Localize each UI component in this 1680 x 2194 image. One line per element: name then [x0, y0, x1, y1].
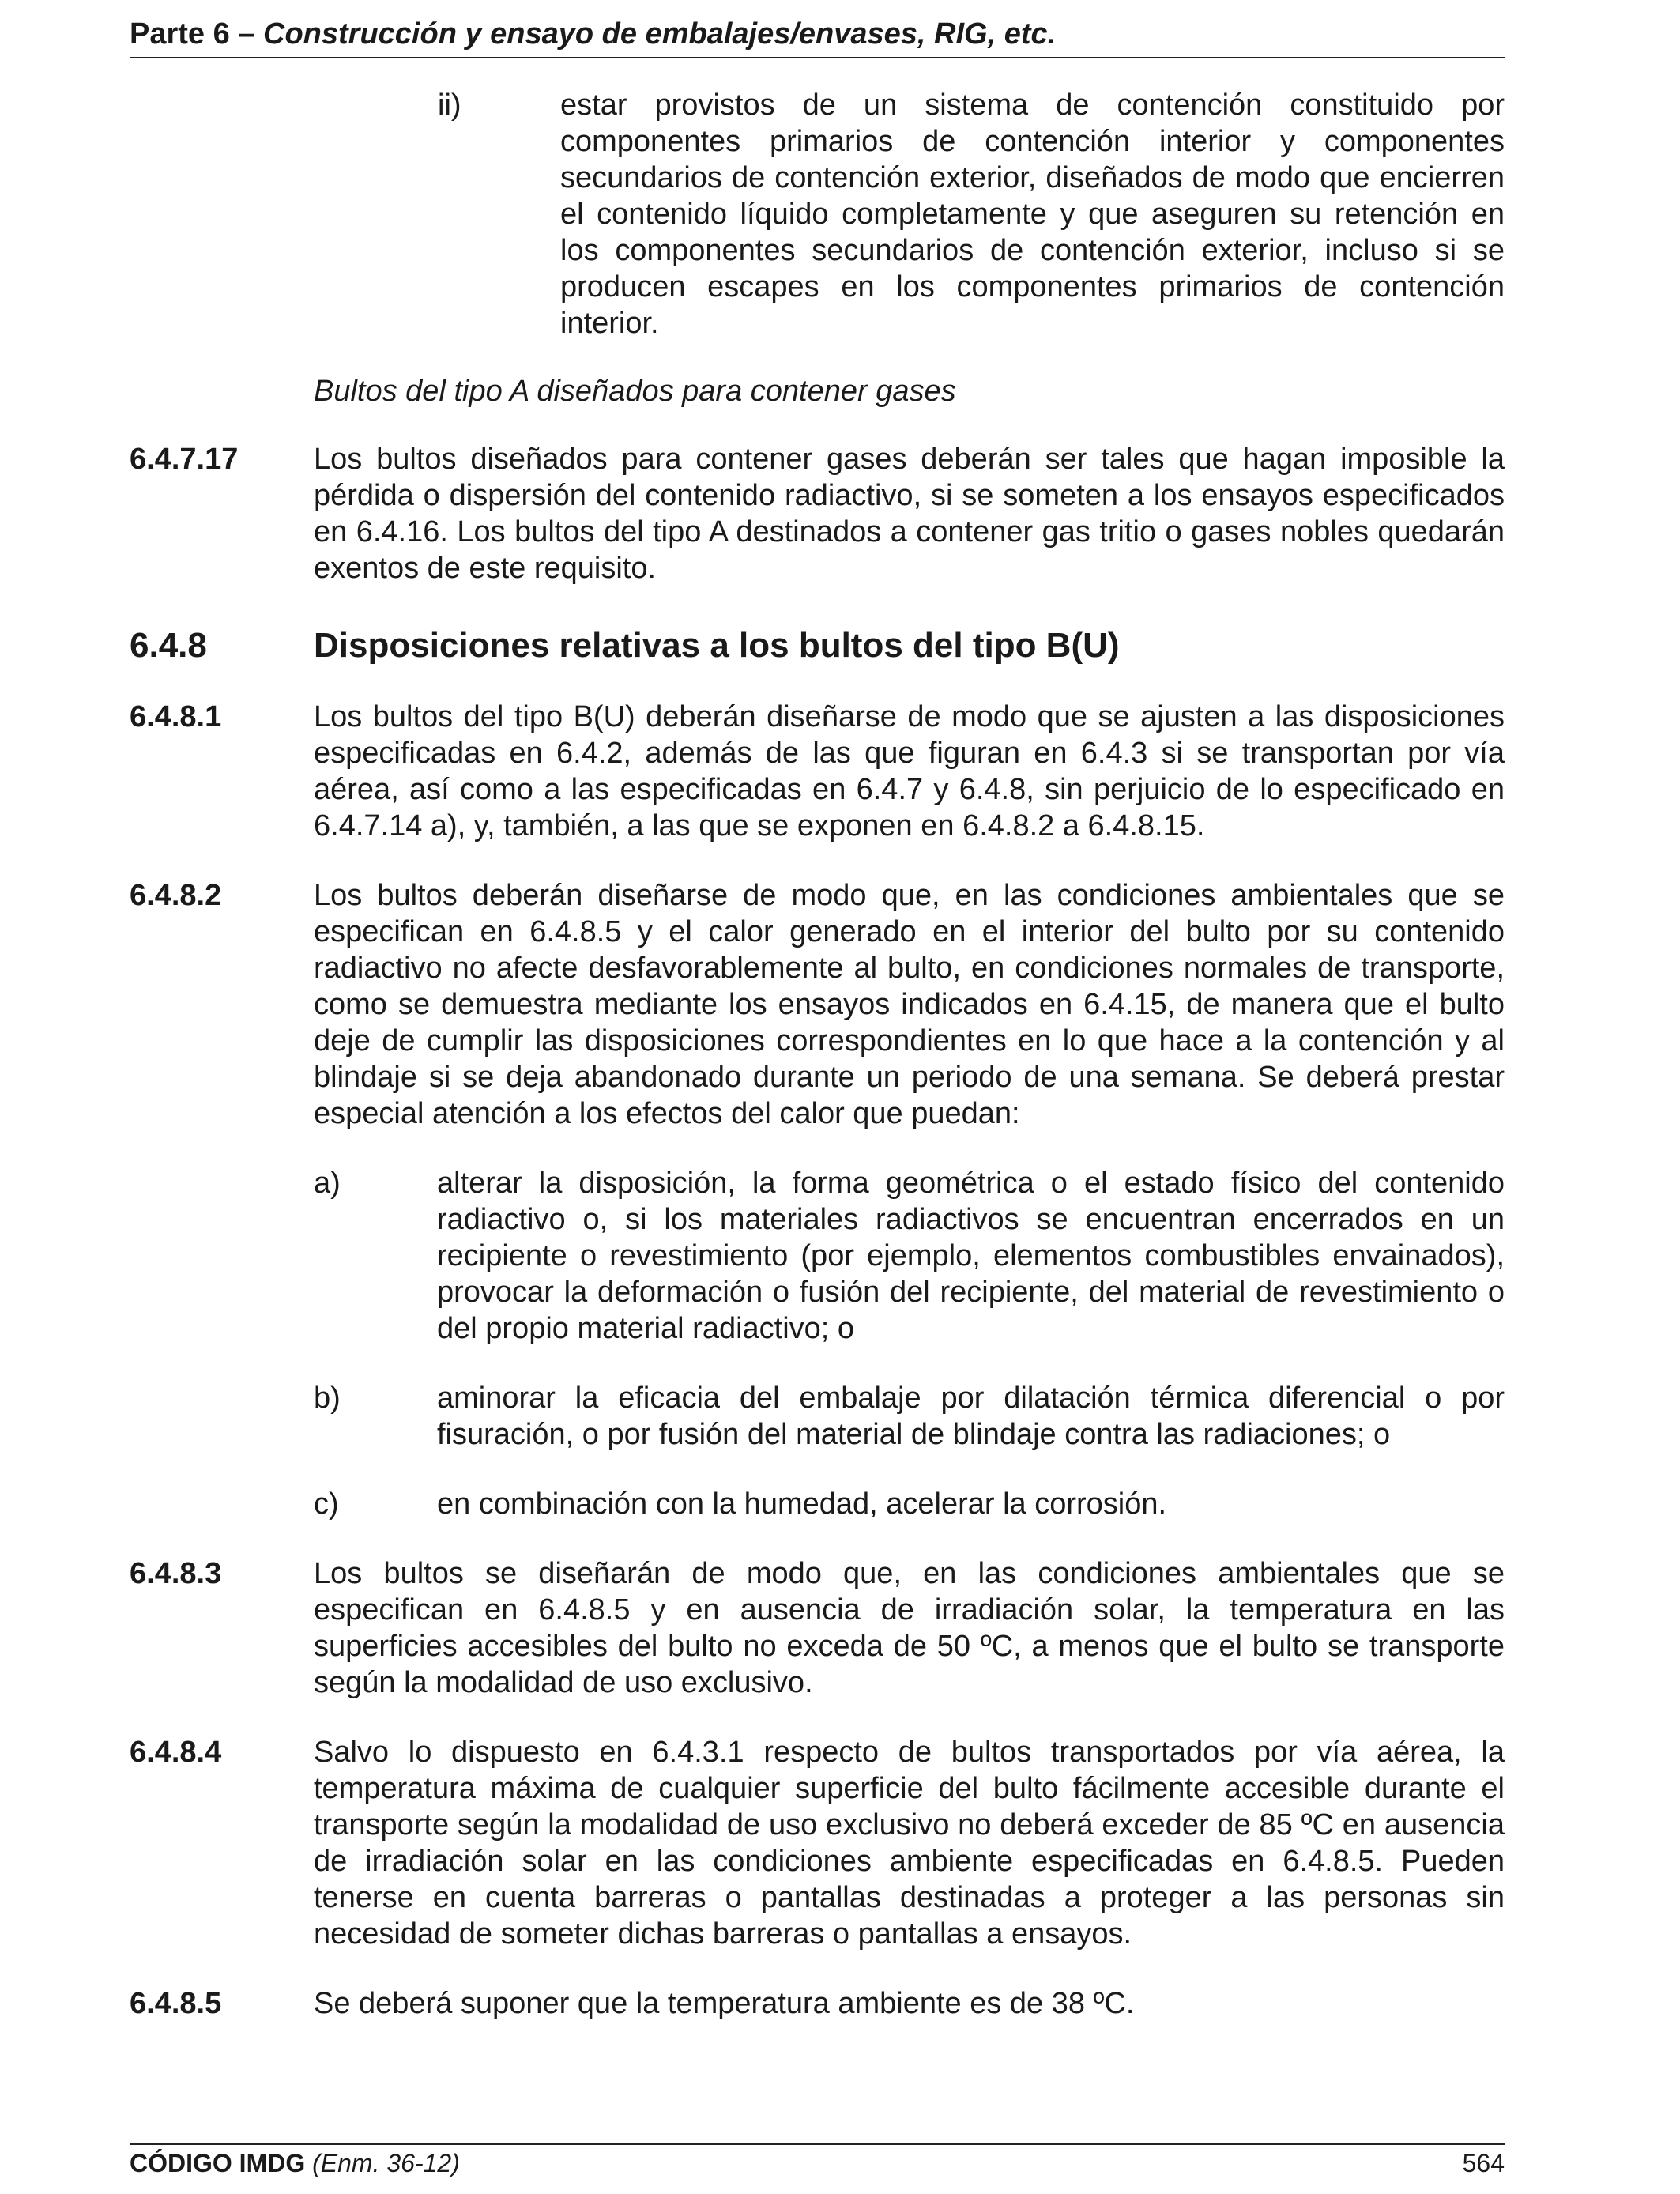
- section-title: Disposiciones relativas a los bultos del tipo B(U): [314, 626, 1120, 665]
- page-footer: [130, 2143, 1505, 2181]
- list-item-label: a): [314, 1167, 341, 1200]
- footer-code: CÓDIGO IMDG: [130, 2149, 306, 2177]
- header-subtitle: Construcción y ensayo de embalajes/envases, RIG, etc.: [263, 17, 1057, 51]
- section-heading-6-4-8: [130, 624, 1505, 667]
- subitem-text: estar provistos de un sistema de contención constituido por componentes primarios de contención interior y componentes secundarios de contención exterior, diseñados de modo que encierren el contenido líquido completamente y que aseguren su retención en los componentes secundarios de contención exterior, incluso si se producen escapes en los componentes primarios de contención interior.: [560, 89, 1505, 340]
- list-item-label: c): [314, 1487, 339, 1521]
- list-item-text: en combinación con la humedad, acelerar la corrosión.: [437, 1487, 1167, 1521]
- page-header: [130, 11, 1505, 58]
- paragraph-text: Salvo lo dispuesto en 6.4.3.1 respecto de bultos transportados por vía aérea, la temperatura máxima de cualquier superficie del bulto fácilmente accesible durante el transporte según la modalidad de uso exclusivo no deberá exceder de 85 ºC en ausencia de irradiación solar en las condiciones ambiente especificadas en 6.4.8.5. Pueden tenerse en cuenta barreras o pantallas destinadas a proteger a las personas sin necesidad de someter dichas barreras o pantallas a ensayos.: [314, 1736, 1505, 1951]
- list-item-text: alterar la disposición, la forma geométrica o el estado físico del contenido radiactivo o, si los materiales radiactivos se encuentran encerrados en un recipiente o revestimiento (por ejemplo, elementos combustibles envainados), provocar la deformación o fusión del recipiente, del material de revestimiento o del propio material radiactivo; o: [437, 1167, 1505, 1345]
- document-body: [130, 87, 1505, 2022]
- paragraph-6-4-8-2: [130, 877, 1505, 1132]
- list-item-c: [130, 1486, 1505, 1522]
- header-part: Parte 6 –: [130, 17, 263, 51]
- paragraph-6-4-8-5: [130, 1985, 1505, 2022]
- paragraph-text: Los bultos deberán diseñarse de modo que, en las condiciones ambientales que se especifican en 6.4.8.5 y el calor generado en el interior del bulto por su contenido radiactivo no afecte desfavorablemente al bulto, en condiciones normales de transporte, como se demuestra mediante los ensayos indicados en 6.4.15, de manera que el bulto deje de cumplir las disposiciones correspondientes en lo que hace a la contención y al blindaje si se deja abandonado durante un periodo de una semana. Se deberá prestar especial atención a los efectos del calor que puedan:: [314, 879, 1505, 1130]
- paragraph-text: Los bultos diseñados para contener gases deberán ser tales que hagan imposible la pérdida o dispersión del contenido radiactivo, si se someten a los ensayos especificados en 6.4.16. Los bultos del tipo A destinados a contener gas tritio o gases nobles quedarán exentos de este requisito.: [314, 443, 1505, 585]
- paragraph-text: Los bultos se diseñarán de modo que, en las condiciones ambientales que se especifican en 6.4.8.5 y en ausencia de irradiación solar, la temperatura en las superficies accesibles del bulto no exceda de 50 ºC, a menos que el bulto se transporte según la modalidad de uso exclusivo.: [314, 1557, 1505, 1699]
- paragraph-number: 6.4.8.5: [130, 1987, 222, 2020]
- paragraph-number: 6.4.8.3: [130, 1557, 222, 1590]
- paragraph-6-4-8-3: [130, 1555, 1505, 1701]
- paragraph-number: 6.4.7.17: [130, 443, 239, 476]
- page-number: 564: [1462, 2149, 1505, 2177]
- section-number: 6.4.8: [130, 626, 207, 665]
- paragraph-6-4-7-17: [130, 441, 1505, 586]
- footer-amendment: (Enm. 36-12): [312, 2149, 460, 2177]
- subitem-label: ii): [438, 89, 461, 122]
- list-item-a: [130, 1165, 1505, 1347]
- list-item-b: [130, 1380, 1505, 1453]
- paragraph-number: 6.4.8.2: [130, 879, 222, 912]
- paragraph-text: Se deberá suponer que la temperatura ambiente es de 38 ºC.: [314, 1987, 1135, 2020]
- list-item-label: b): [314, 1382, 341, 1415]
- paragraph-text: Los bultos del tipo B(U) deberán diseñarse de modo que se ajusten a las disposiciones especificadas en 6.4.2, además de las que figuran en 6.4.3 si se transportan por vía aérea, así como a las especificadas en 6.4.7 y 6.4.8, sin perjuicio de lo especificado en 6.4.7.14 a), y, también, a las que se exponen en 6.4.8.2 a 6.4.8.15.: [314, 700, 1505, 843]
- paragraph-number: 6.4.8.4: [130, 1736, 222, 1769]
- paragraph-6-4-8-1: [130, 699, 1505, 844]
- paragraph-6-4-8-4: [130, 1734, 1505, 1952]
- list-item-text: aminorar la eficacia del embalaje por dilatación térmica diferencial o por fisuración, o por fusión del material de blindaje contra las radiaciones; o: [437, 1382, 1505, 1451]
- gas-packages-heading: Bultos del tipo A diseñados para contener gases: [314, 375, 956, 408]
- subitem-ii: [130, 87, 1505, 341]
- paragraph-number: 6.4.8.1: [130, 700, 222, 733]
